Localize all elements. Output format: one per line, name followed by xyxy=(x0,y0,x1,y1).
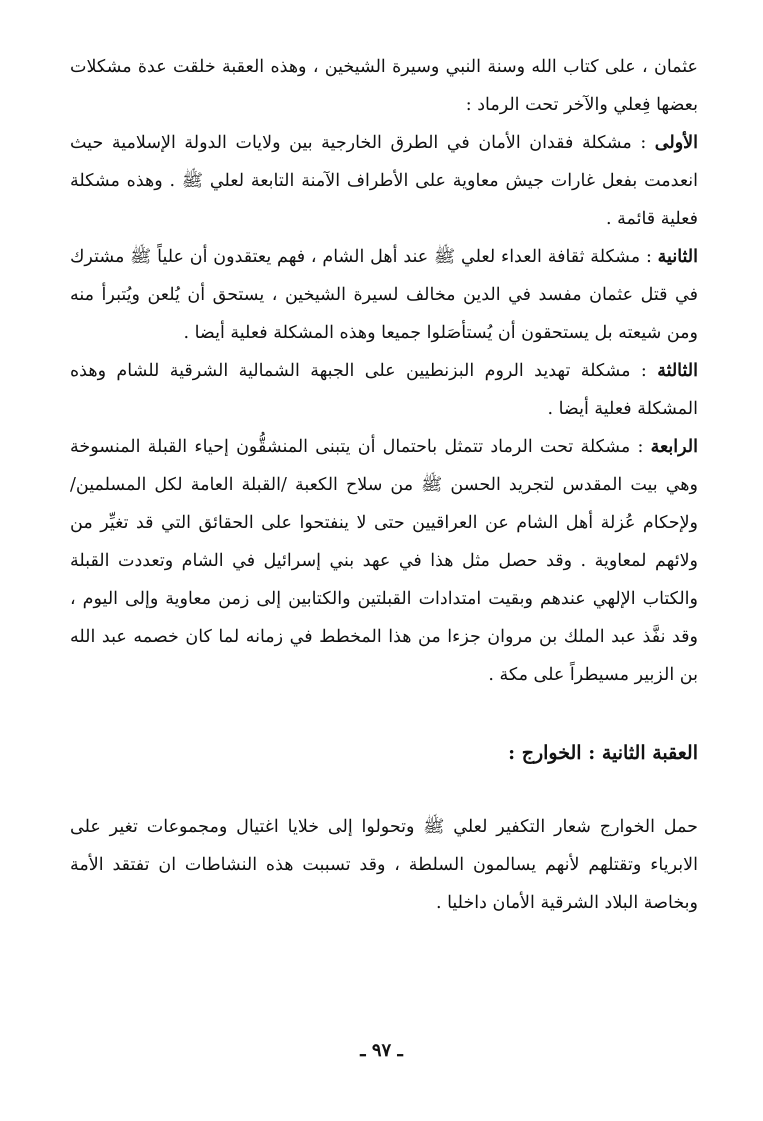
problem-first-text: : مشكلة فقدان الأمان في الطرق الخارجية بين ولايات الدولة الإسلامية حيث انعدمت بفعل غارات جيش معاوية على الأطراف الآمنة التابعة لعلي ﷺ . وهذه مشكلة فعلية قائمة . xyxy=(70,133,698,229)
problem-first-label: الأولى xyxy=(654,133,698,153)
intro-paragraph xyxy=(70,48,698,124)
problem-third-label: الثالثة xyxy=(657,361,698,381)
problem-third-paragraph xyxy=(70,352,698,428)
page-number: ـ ٩٧ ـ xyxy=(360,1040,403,1061)
section-heading: العقبة الثانية : الخوارج : xyxy=(508,742,698,764)
problem-fourth-paragraph xyxy=(70,428,698,694)
problem-second-paragraph xyxy=(70,238,698,352)
problem-fourth-label: الرابعة xyxy=(650,437,698,457)
problem-first-paragraph xyxy=(70,124,698,238)
section-text: حمل الخوارج شعار التكفير لعلي ﷺ وتحولوا إلى خلايا اغتيال ومجموعات تغير على الابرياء وتقتلهم لأنهم يسالمون السلطة ، وقد تسببت هذه النشاطات ان تفتقد الأمة وبخاصة البلاد الشرقية الأمان داخليا . xyxy=(70,817,698,913)
problem-third-text: : مشكلة تهديد الروم البزنطيين على الجبهة الشمالية الشرقية للشام وهذه المشكلة فعلية أيضا . xyxy=(70,361,698,419)
section-paragraph xyxy=(70,808,698,922)
problem-fourth-text: : مشكلة تحت الرماد تتمثل باحتمال أن يتبنى المنشقُّون إحياء القبلة المنسوخة وهي بيت المقدس لتجريد الحسن ﷺ من سلاح الكعبة /القبلة العامة لكل المسلمين/ ولإحكام عُزلة أهل الشام عن العراقيين حتى لا ينفتحوا على الحقائق التي قد تغيِّر من ولائهم لمعاوية . وقد حصل مثل هذا في عهد بني إسرائيل في الشام وتعددت القبلة والكتاب الإلهي عندهم وبقيت امتدادات القبلتين والكتابين إلى زمن معاوية وإلى اليوم ، وقد نفَّذ عبد الملك بن مروان جزءا من هذا المخطط في زمانه لما كان خصمه عبد الله بن الزبير مسيطراً على مكة . xyxy=(70,437,698,685)
problem-second-label: الثانية xyxy=(657,247,698,267)
page-body xyxy=(70,48,698,922)
intro-text: عثمان ، على كتاب الله وسنة النبي وسيرة الشيخين ، وهذه العقبة خلقت عدة مشكلات بعضها فِعلي والآخر تحت الرماد : xyxy=(70,57,698,115)
problem-second-text: : مشكلة ثقافة العداء لعلي ﷺ عند أهل الشام ، فهم يعتقدون أن علياً ﷺ مشترك في قتل عثمان مفسد في الدين مخالف لسيرة الشيخين ، يستحق أن يُلعن ويُتبرأ منه ومن شيعته بل يستحقون أن يُستأصَلوا جميعا وهذه المشكلة فعلية أيضا . xyxy=(70,247,698,343)
